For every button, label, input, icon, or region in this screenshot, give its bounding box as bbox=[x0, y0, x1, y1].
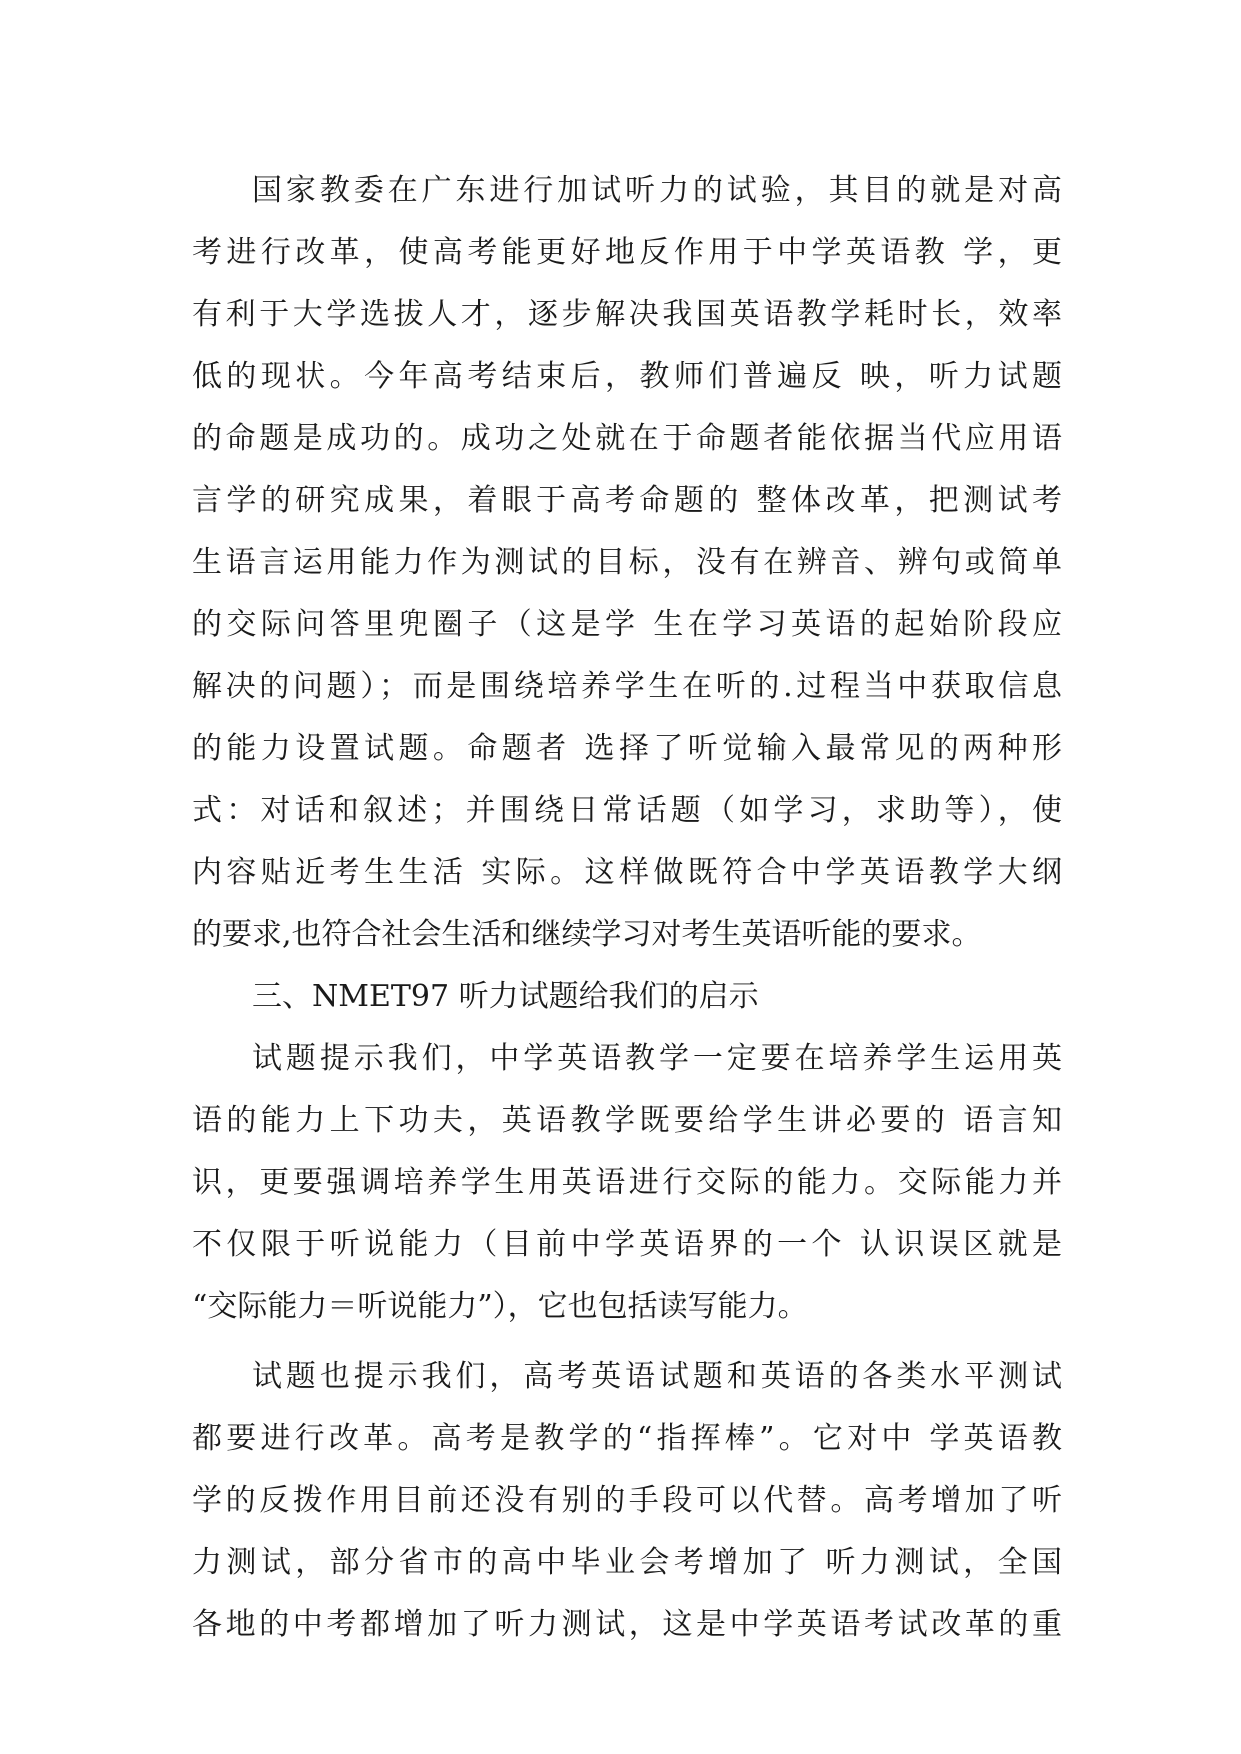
paragraph-spacer bbox=[192, 1338, 1062, 1346]
paragraph-line: 国家教委在广东进行加试听力的试验，其目的就是对高 bbox=[252, 173, 1062, 208]
paragraph-line: 试题也提示我们，高考英语试题和英语的各类水平测试 bbox=[252, 1359, 1062, 1394]
paragraph-line: 低的现状。今年高考结束后，教师们普遍反 映，听力试题 bbox=[192, 359, 1062, 394]
paragraph-line: 的要求,也符合社会生活和继续学习对考生英语听能的要求。 bbox=[192, 917, 982, 952]
paragraph-line: 不仅限于听说能力（目前中学英语界的一个 认识误区就是 bbox=[192, 1227, 1062, 1262]
paragraph-line: 语的能力上下功夫，英语教学既要给学生讲必要的 语言知 bbox=[192, 1103, 1062, 1138]
paragraph-line: 都要进行改革。高考是教学的“指挥棒”。它对中 学英语教 bbox=[192, 1421, 1062, 1456]
paragraph-line: 的交际问答里兜圈子（这是学 生在学习英语的起始阶段应 bbox=[192, 607, 1062, 642]
paragraph-line: 考进行改革，使高考能更好地反作用于中学英语教 学，更 bbox=[192, 235, 1062, 270]
paragraph-line: 言学的研究成果，着眼于高考命题的 整体改革，把测试考 bbox=[192, 483, 1062, 518]
paragraph-line: 式：对话和叙述；并围绕日常话题（如学习，求助等），使 bbox=[192, 793, 1062, 828]
paragraph-line: 的命题是成功的。成功之处就在于命题者能依据当代应用语 bbox=[192, 421, 1062, 456]
paragraph-line: 内容贴近考生生活 实际。这样做既符合中学英语教学大纲 bbox=[192, 855, 1062, 890]
section-heading: 三、NMET97 听力试题给我们的启示 bbox=[252, 979, 759, 1014]
paragraph-line: 各地的中考都增加了听力测试，这是中学英语考试改革的重 bbox=[192, 1607, 1062, 1642]
paragraph-line: 生语言运用能力作为测试的目标，没有在辨音、辨句或简单 bbox=[192, 545, 1062, 580]
paragraph-line: 的能力设置试题。命题者 选择了听觉输入最常见的两种形 bbox=[192, 731, 1062, 766]
paragraph-line: 识，更要强调培养学生用英语进行交际的能力。交际能力并 bbox=[192, 1165, 1062, 1200]
paragraph-line: 解决的问题）；而是围绕培养学生在听的.过程当中获取信息 bbox=[192, 669, 1062, 704]
paragraph-line: 试题提示我们，中学英语教学一定要在培养学生运用英 bbox=[252, 1041, 1062, 1076]
paragraph-line: 力测试，部分省市的高中毕业会考增加了 听力测试，全国 bbox=[192, 1545, 1062, 1580]
paragraph-line: 学的反拨作用目前还没有别的手段可以代替。高考增加了听 bbox=[192, 1483, 1062, 1518]
paragraph-line: “交际能力＝听说能力”），它也包括读写能力。 bbox=[192, 1289, 808, 1324]
document-body bbox=[192, 160, 1062, 1656]
paragraph-line: 有利于大学选拔人才，逐步解决我国英语教学耗时长，效率 bbox=[192, 297, 1062, 332]
